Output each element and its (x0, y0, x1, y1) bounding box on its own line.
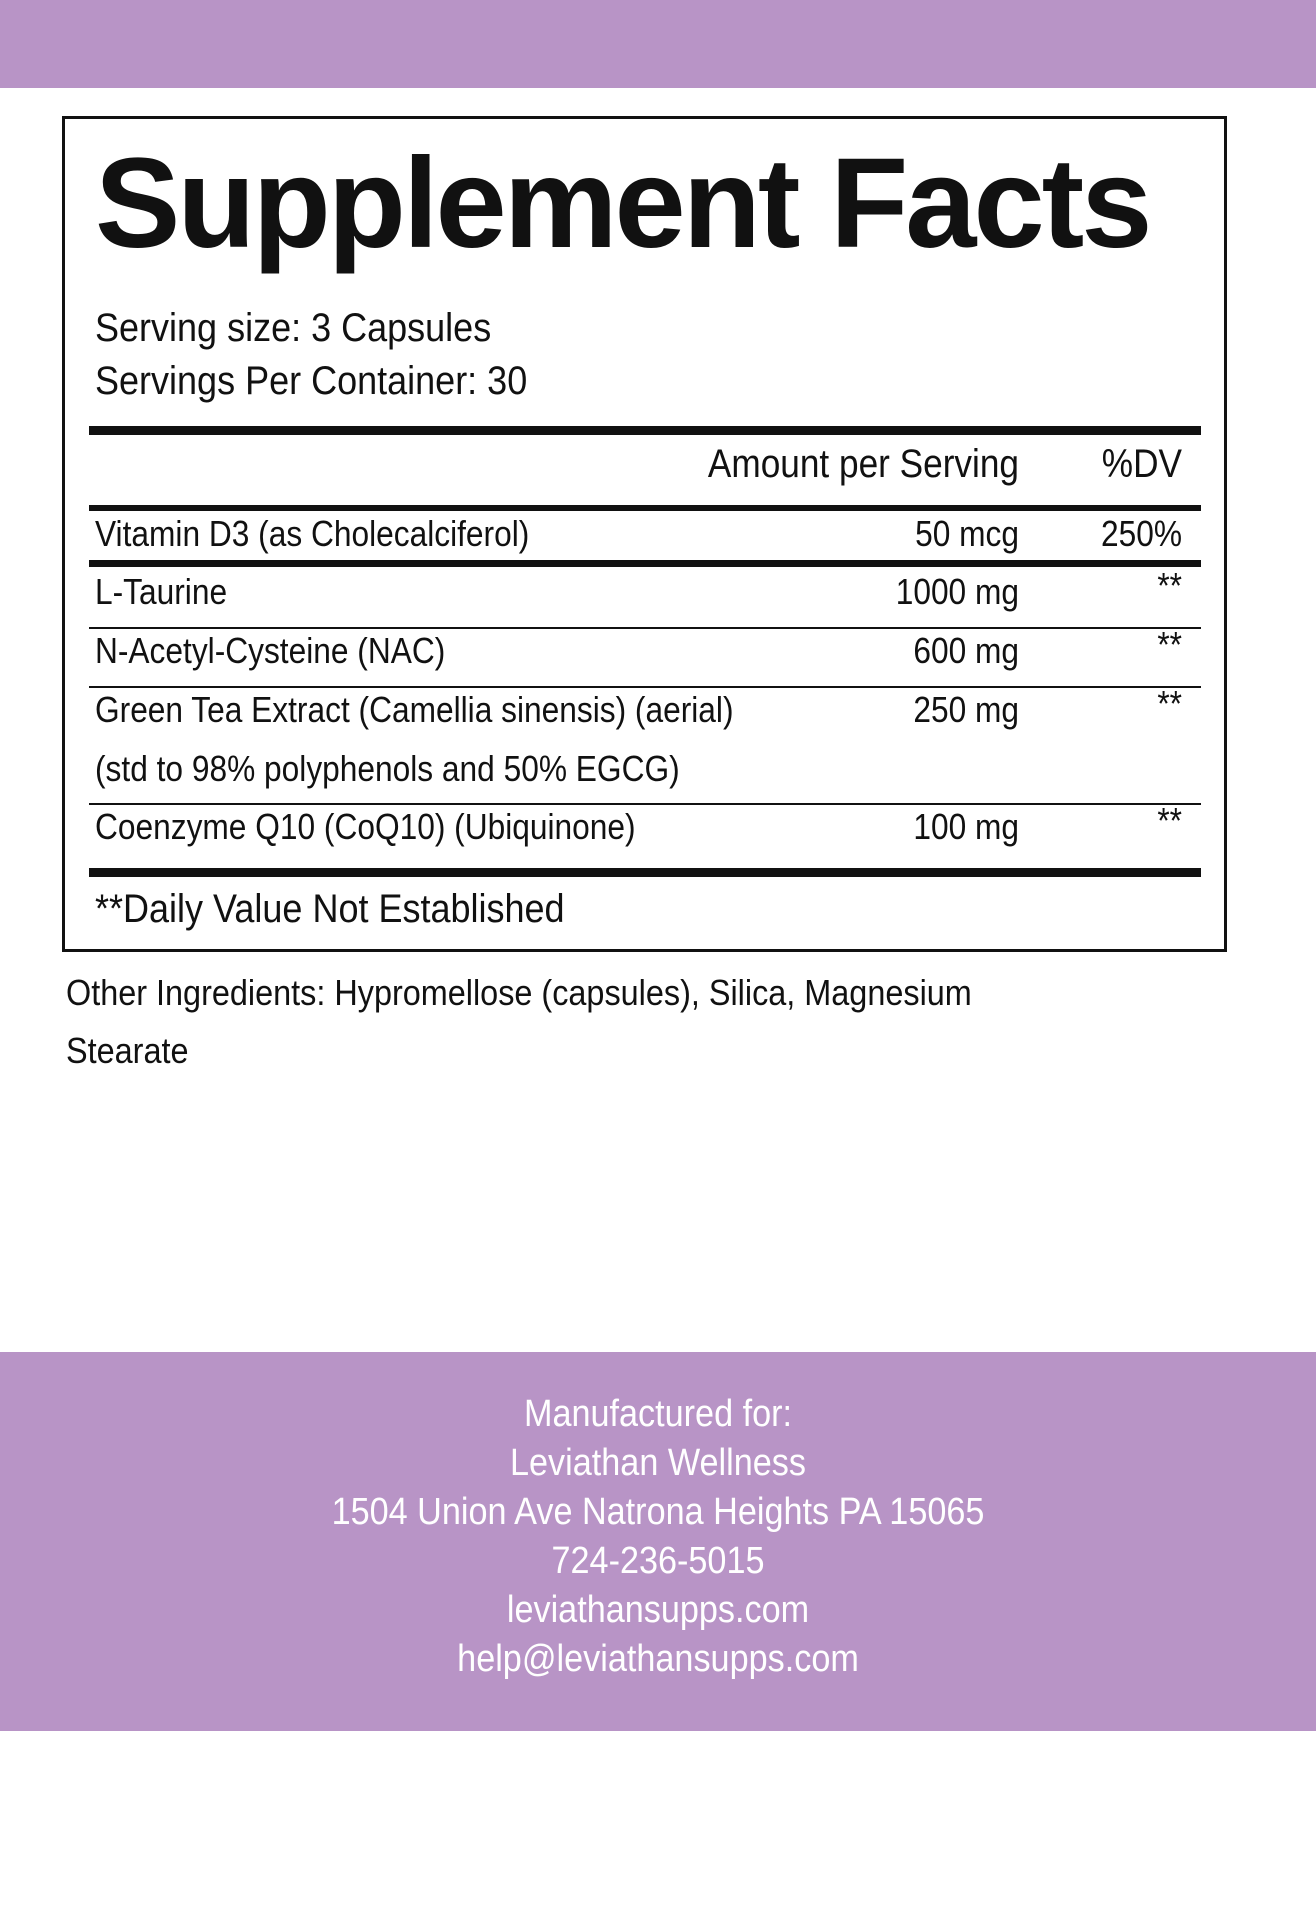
company-website[interactable]: leviathansupps.com (506, 1589, 810, 1631)
ingredient-name: N-Acetyl-Cysteine (NAC) (95, 630, 446, 671)
divider-thick (89, 560, 1201, 567)
ingredient-amount: 250 mg (913, 689, 1019, 730)
divider-thick (89, 868, 1201, 877)
ingredient-amount: 50 mcg (915, 513, 1019, 554)
ingredient-amount: 1000 mg (895, 571, 1019, 612)
servings-per-container: Servings Per Container: 30 (95, 359, 528, 403)
manufactured-for-label: Manufactured for: (523, 1393, 793, 1435)
other-ingredients (66, 964, 1200, 1080)
ingredient-amount: 100 mg (913, 806, 1019, 847)
top-color-band (0, 0, 1316, 88)
ingredient-dv: ** (1157, 683, 1182, 724)
manufacturer-band (0, 1352, 1316, 1731)
serving-size: Serving size: 3 Capsules (95, 306, 492, 350)
header-amount-per-serving: Amount per Serving (707, 442, 1019, 486)
ingredient-name: Vitamin D3 (as Cholecalciferol) (95, 513, 530, 554)
company-email[interactable]: help@leviathansupps.com (457, 1638, 859, 1680)
ingredient-dv: ** (1157, 624, 1182, 665)
ingredient-name-line2: (std to 98% polyphenols and 50% EGCG) (95, 748, 680, 789)
panel-title: Supplement Facts (95, 132, 1150, 275)
ingredient-name: Green Tea Extract (Camellia sinensis) (aerial) (95, 689, 734, 730)
supplement-facts-panel (62, 116, 1227, 952)
company-name: Leviathan Wellness (510, 1442, 806, 1484)
ingredient-dv: ** (1157, 565, 1182, 606)
ingredient-dv: 250% (1100, 513, 1182, 554)
header-daily-value: %DV (1101, 442, 1182, 486)
ingredient-name: Coenzyme Q10 (CoQ10) (Ubiquinone) (95, 806, 636, 847)
ingredient-name: L-Taurine (95, 571, 228, 612)
ingredient-amount: 600 mg (913, 630, 1019, 671)
divider-thick (89, 426, 1201, 435)
ingredient-dv: ** (1157, 800, 1182, 841)
other-ingredients-line2: Stearate (66, 1030, 189, 1071)
company-phone: 724-236-5015 (551, 1540, 765, 1582)
daily-value-footnote: **Daily Value Not Established (95, 887, 565, 931)
company-address: 1504 Union Ave Natrona Heights PA 15065 (331, 1491, 985, 1533)
other-ingredients-line1: Other Ingredients: Hypromellose (capsules), Silica, Magnesium (66, 972, 972, 1013)
